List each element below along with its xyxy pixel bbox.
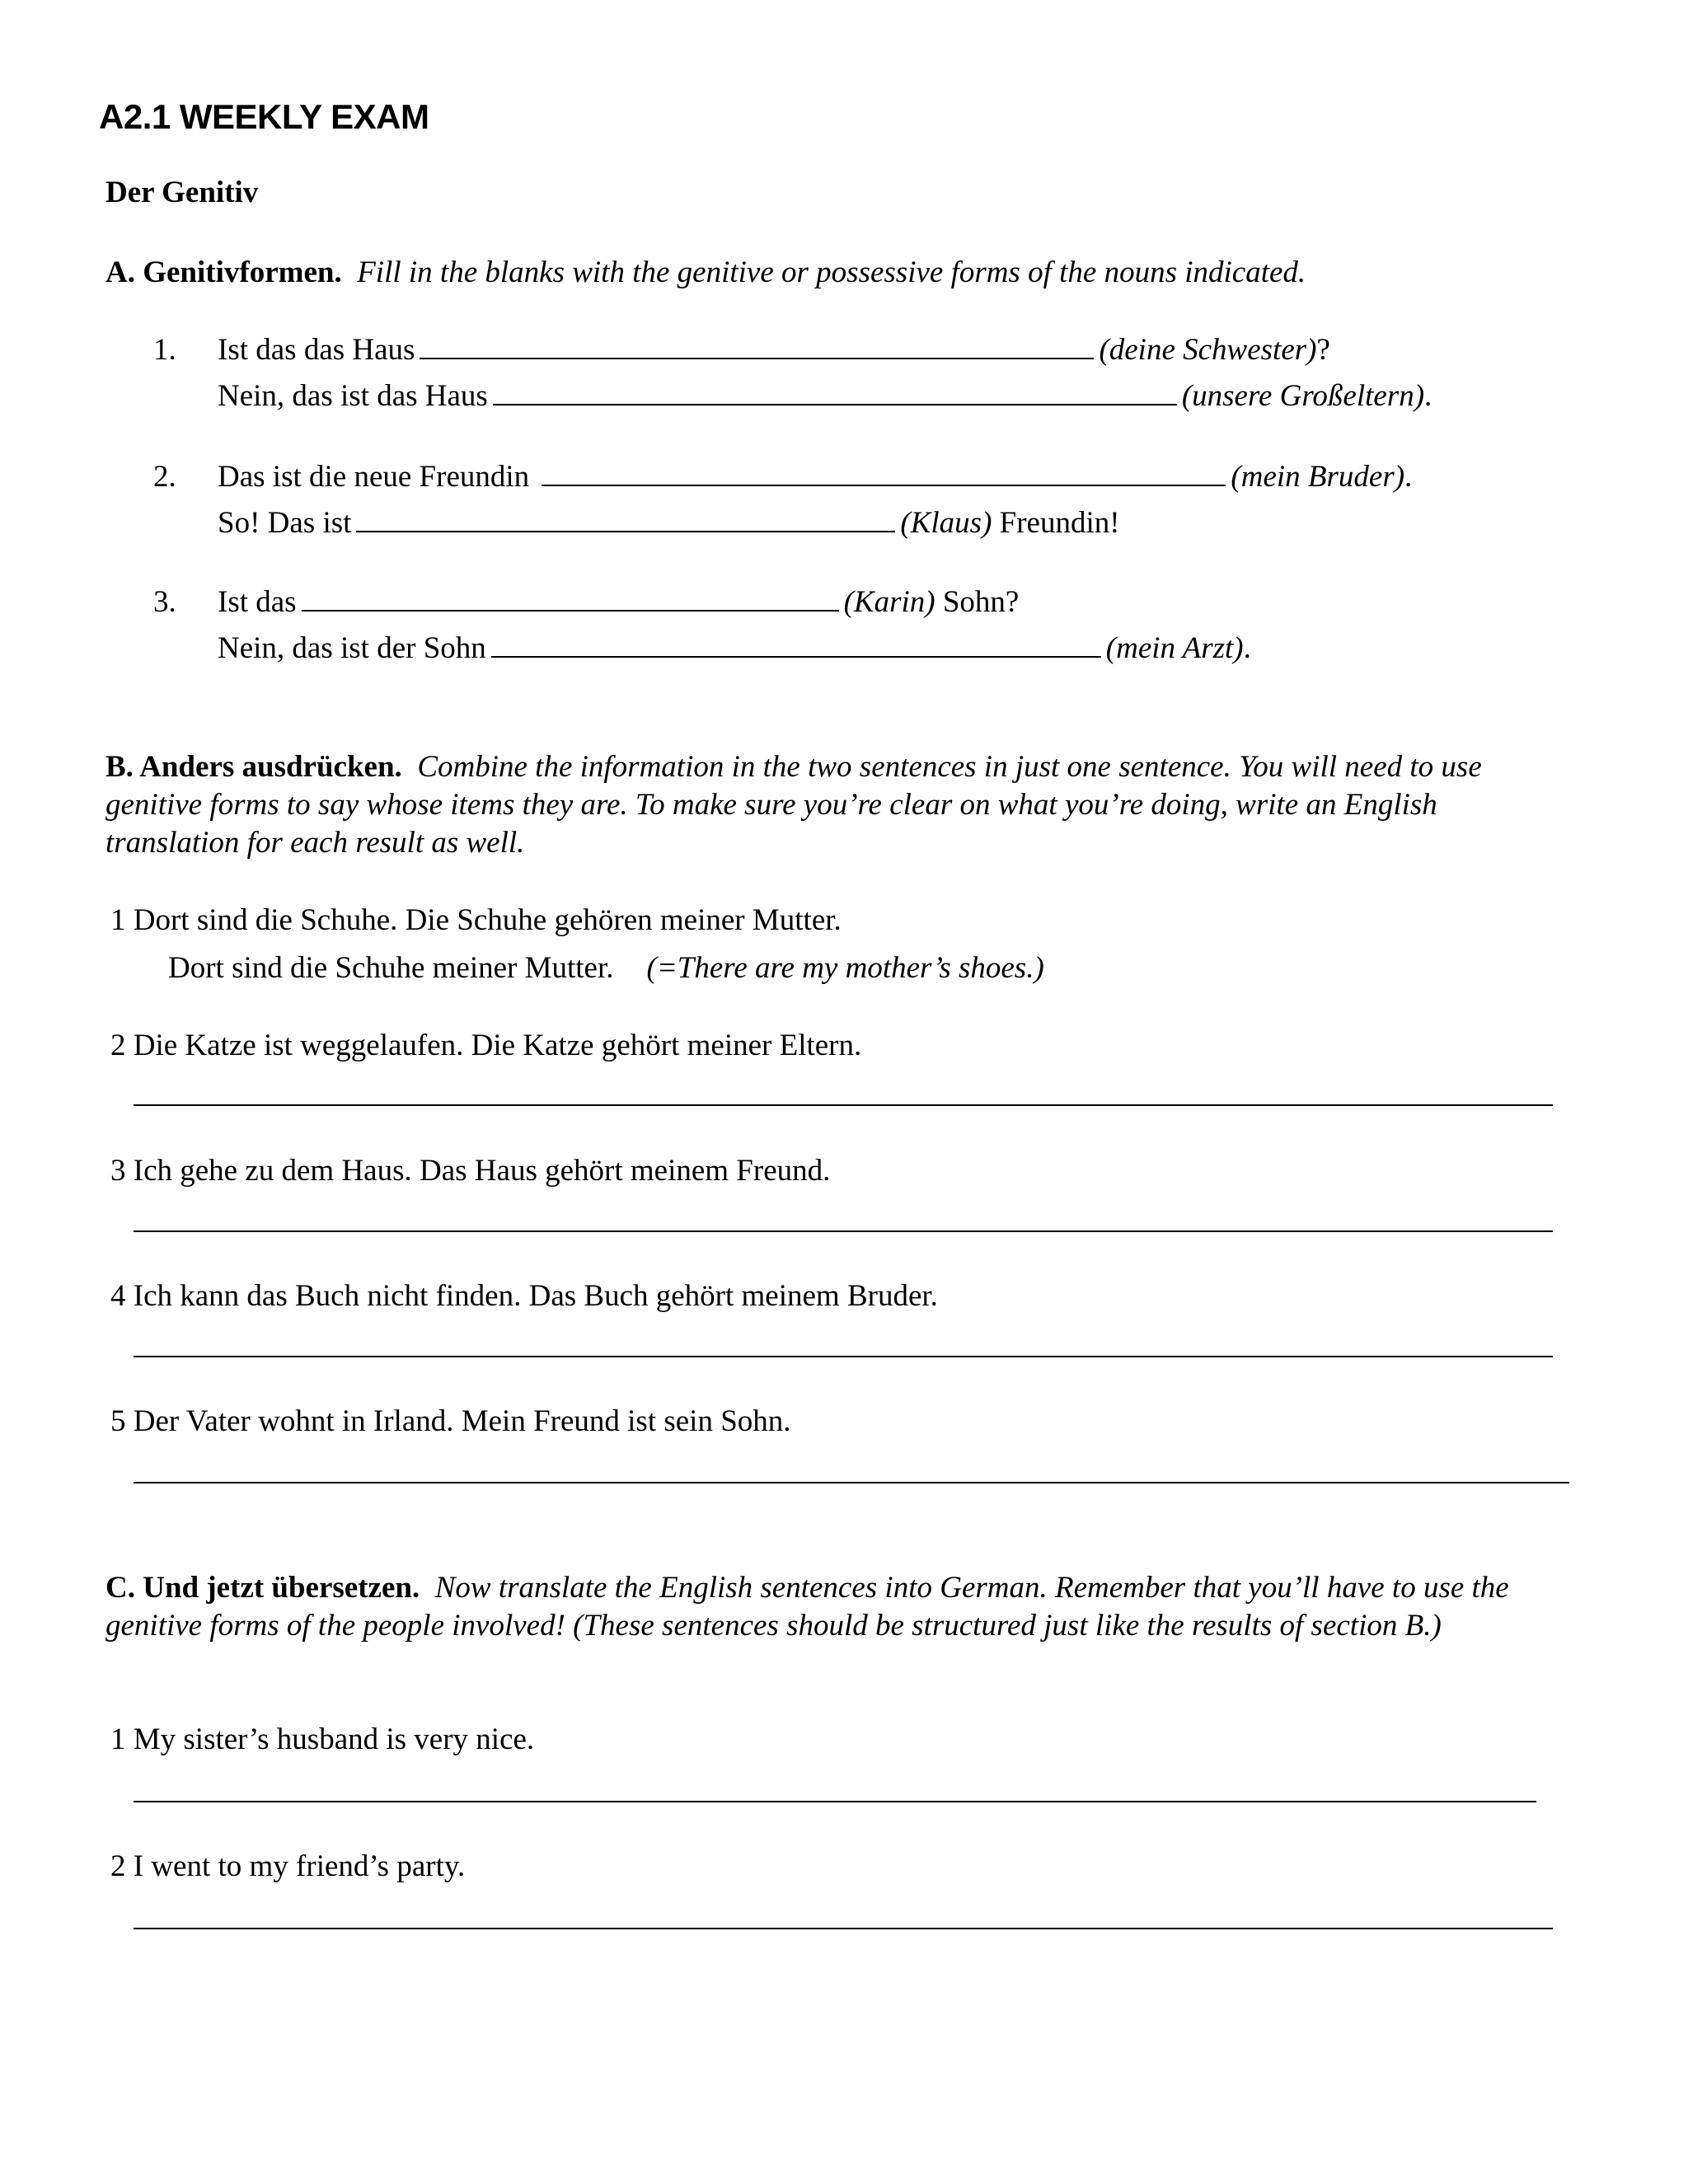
- item-number: 2: [110, 1849, 126, 1883]
- section-a-item-2-line-2: [218, 504, 1120, 542]
- prompt-text: So! Das ist: [218, 506, 352, 540]
- prompt-text: Ich kann das Buch nicht finden. Das Buch gehört meinem Bruder.: [133, 1279, 938, 1313]
- noun-hint: (mein Arzt): [1105, 631, 1244, 665]
- section-b-example-prompt: [110, 902, 842, 940]
- prompt-text: Ich gehe zu dem Haus. Das Haus gehört meinem Freund.: [133, 1154, 831, 1188]
- section-b-item-5: [110, 1403, 791, 1441]
- section-b-item-4: [110, 1277, 938, 1315]
- item-number: 2: [110, 1029, 126, 1062]
- section-a-item-2-line-1: [218, 458, 1412, 496]
- answer-blank[interactable]: [356, 506, 895, 532]
- answer-line[interactable]: [134, 1104, 1553, 1106]
- line-end: .: [1243, 631, 1251, 665]
- item-number: 1: [110, 1722, 126, 1756]
- answer-line[interactable]: [134, 1801, 1536, 1802]
- item-number: 3: [110, 1154, 126, 1188]
- section-a-item-number: 1.: [153, 333, 176, 367]
- noun-hint: (Karin): [843, 585, 935, 619]
- answer-blank[interactable]: [491, 631, 1101, 658]
- noun-hint: (Klaus): [900, 506, 992, 540]
- section-a-header: [106, 254, 1556, 292]
- prompt-text: Ist das: [218, 585, 297, 619]
- answer-line[interactable]: [134, 1482, 1569, 1483]
- prompt-text: Ist das das Haus: [218, 333, 415, 367]
- prompt-text: I went to my friend’s party.: [133, 1849, 466, 1883]
- exam-title: A2.1 WEEKLY EXAM: [99, 97, 429, 136]
- noun-hint: (unsere Großeltern): [1181, 379, 1425, 413]
- section-b-header: [106, 748, 1556, 862]
- section-c-item-2: [110, 1848, 465, 1886]
- line-end: ?: [1316, 333, 1330, 367]
- example-answer: Dort sind die Schuhe meiner Mutter.: [168, 951, 614, 985]
- answer-blank[interactable]: [542, 460, 1226, 486]
- noun-hint: (mein Bruder): [1231, 460, 1405, 494]
- answer-line[interactable]: [134, 1356, 1553, 1357]
- line-end: .: [1424, 379, 1432, 413]
- prompt-text: Nein, das ist der Sohn: [218, 631, 486, 665]
- section-a-instruction: Fill in the blanks with the genitive or possessive forms of the nouns indicated.: [357, 255, 1306, 289]
- section-a-item-3-line-2: [218, 630, 1251, 668]
- exam-topic: Der Genitiv: [106, 176, 259, 209]
- section-b-item-3: [110, 1152, 830, 1190]
- section-a-item-1-line-2: [218, 377, 1432, 415]
- section-b-instruction: Combine the information in the two sentences in just one sentence. You will need to use genitive forms to say whose items they are. To make sure you’re clear on what you’re doing, write an English translation for each result as well.: [106, 750, 1482, 860]
- item-number: 4: [110, 1279, 126, 1313]
- prompt-text: Die Katze ist weggelaufen. Die Katze gehört meiner Eltern.: [133, 1029, 862, 1062]
- section-c-item-1: [110, 1721, 534, 1759]
- item-number: 1: [110, 903, 126, 937]
- answer-blank[interactable]: [493, 379, 1177, 405]
- prompt-text: Nein, das ist das Haus: [218, 379, 488, 413]
- prompt-text: Der Vater wohnt in Irland. Mein Freund ist sein Sohn.: [133, 1404, 791, 1438]
- prompt-text: Das ist die neue Freundin: [218, 460, 530, 494]
- line-end: Sohn?: [942, 585, 1020, 619]
- item-number: 5: [110, 1404, 126, 1438]
- answer-line[interactable]: [134, 1928, 1553, 1929]
- example-translation: (=There are my mother’s shoes.): [646, 951, 1044, 985]
- section-a-item-number: 2.: [153, 460, 176, 494]
- noun-hint: (deine Schwester): [1099, 333, 1317, 367]
- section-c-heading: C. Und jetzt übersetzen.: [106, 1571, 420, 1605]
- prompt-text: My sister’s husband is very nice.: [133, 1722, 535, 1756]
- section-a-item-3-line-1: [218, 583, 1019, 621]
- answer-blank[interactable]: [302, 585, 839, 612]
- section-a-item-1-line-1: [218, 331, 1330, 369]
- section-b-item-2: [110, 1027, 861, 1065]
- section-a-heading: A. Genitivformen.: [106, 255, 342, 289]
- prompt-text: Dort sind die Schuhe. Die Schuhe gehören meiner Mutter.: [133, 903, 842, 937]
- answer-line[interactable]: [134, 1230, 1553, 1232]
- answer-blank[interactable]: [420, 333, 1094, 359]
- section-c-instruction: Now translate the English sentences into German. Remember that you’ll have to use the genitive forms of the people involved! (These sentences should be structured just like the results of section B.): [106, 1571, 1509, 1643]
- section-c-header: [106, 1569, 1556, 1645]
- line-end: Freundin!: [999, 506, 1120, 540]
- section-a-item-number: 3.: [153, 585, 176, 619]
- section-b-example-answer: [168, 949, 1044, 987]
- line-end: .: [1404, 460, 1413, 494]
- section-b-heading: B. Anders ausdrücken.: [106, 750, 402, 784]
